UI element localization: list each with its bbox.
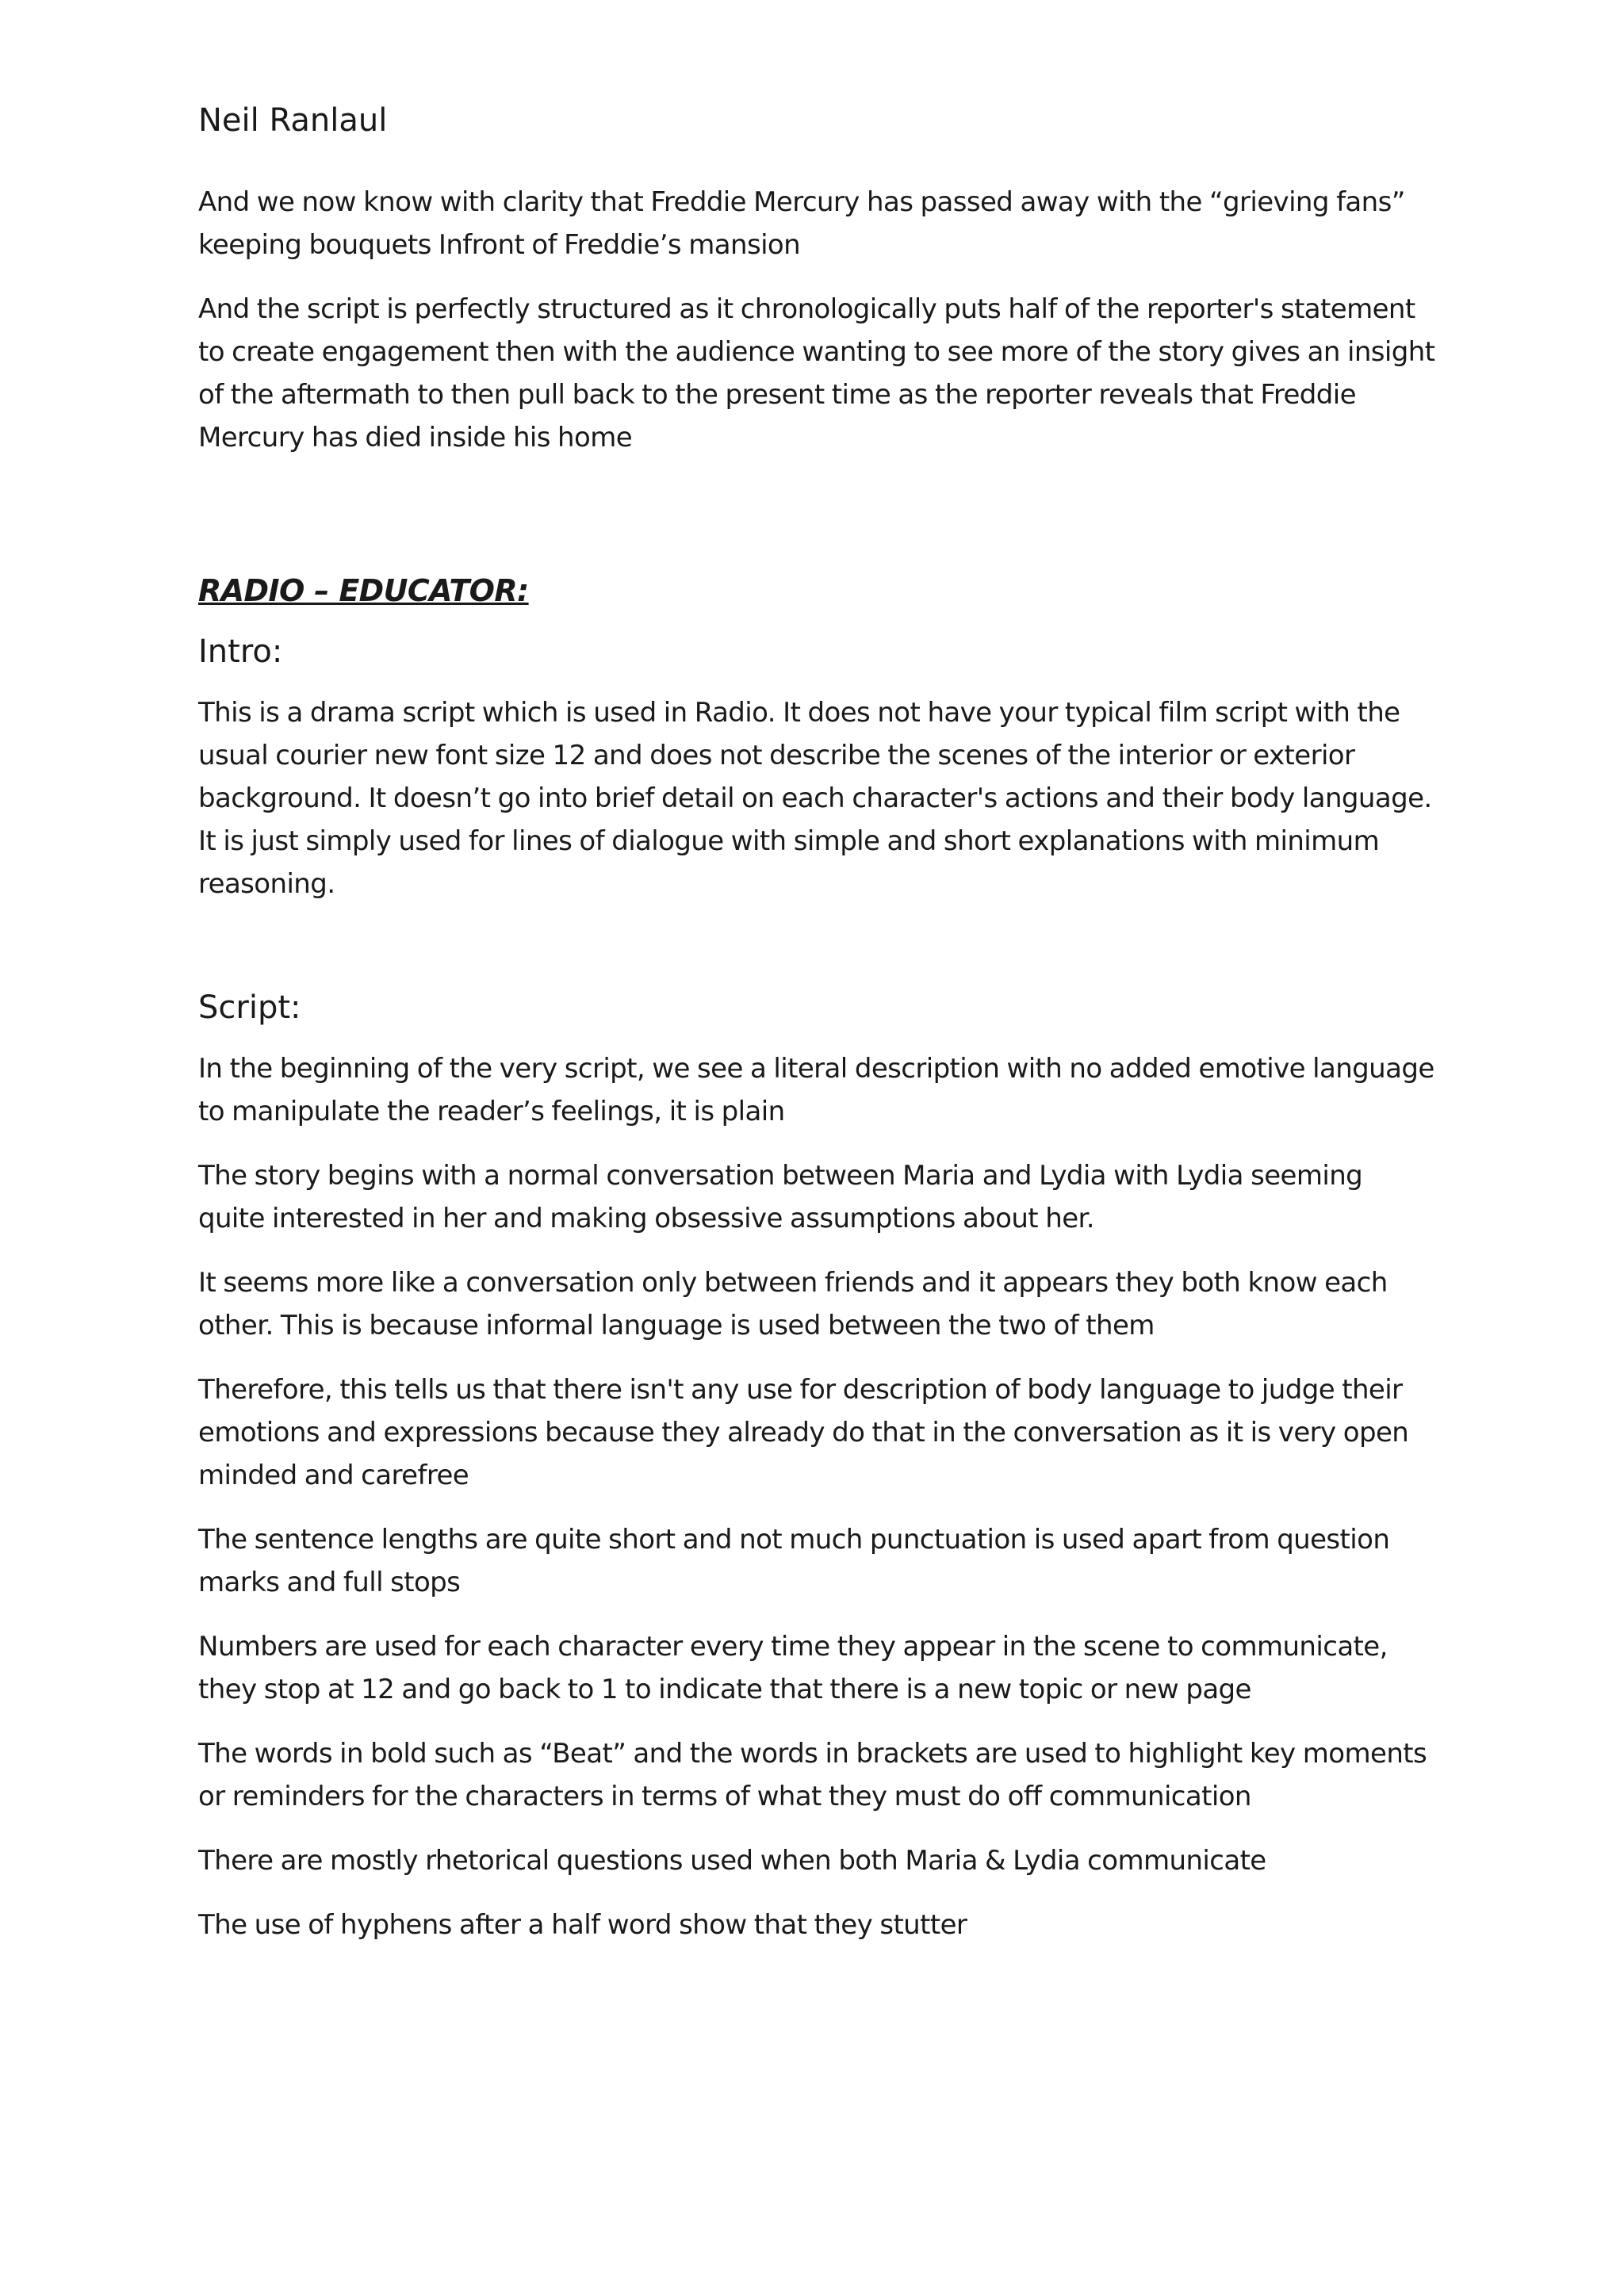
body-paragraph: And the script is perfectly structured as it chronologically puts half of the reporter's statement to create engagement then with the audience wanting to see more of the story gives an insight of the aftermath to then pull back to the present time as the reporter reveals that Freddie Mercury has died inside his home: [198, 293, 1435, 453]
body-paragraph: And we now know with clarity that Freddie Mercury has passed away with the “grieving fans” keeping bouquets Infront of Freddie’s mansion: [198, 186, 1405, 261]
script-paragraph: The sentence lengths are quite short and not much punctuation is used apart from question marks and full stops: [198, 1524, 1390, 1598]
script-paragraph: The story begins with a normal conversation between Maria and Lydia with Lydia seeming quite interested in her and making obsessive assumptions about her.: [198, 1160, 1363, 1234]
script-paragraph: The words in bold such as “Beat” and the words in brackets are used to highlight key moments or reminders for the characters in terms of what they must do off communication: [198, 1738, 1427, 1812]
script-paragraph: The use of hyphens after a half word show that they stutter: [198, 1909, 967, 1941]
document-page: [198, 98, 1435, 1968]
script-paragraph: There are mostly rhetorical questions used when both Maria & Lydia communicate: [198, 1845, 1266, 1877]
script-heading: Script:: [198, 989, 301, 1026]
intro-heading: Intro:: [198, 633, 283, 670]
spacer: [198, 480, 1435, 569]
section-heading: RADIO – EDUCATOR:: [198, 573, 529, 608]
script-paragraph: Numbers are used for each character every time they appear in the scene to communicate, they stop at 12 and go back to 1 to indicate that there is a new topic or new page: [198, 1631, 1388, 1705]
intro-paragraph: This is a drama script which is used in Radio. It does not have your typical film script with the usual courier new font size 12 and does not describe the scenes of the interior or exterior background. It doesn’t go into brief detail on each character's actions and their body language. It is just simply used for lines of dialogue with simple and short explanations with minimum reasoning.: [198, 697, 1432, 900]
author-name: Neil Ranlaul: [198, 102, 388, 139]
script-paragraph: In the beginning of the very script, we see a literal description with no added emotive language to manipulate the reader’s feelings, it is plain: [198, 1053, 1434, 1127]
script-paragraph: It seems more like a conversation only between friends and it appears they both know each other. This is because informal language is used between the two of them: [198, 1267, 1388, 1341]
script-paragraph: Therefore, this tells us that there isn't any use for description of body language to judge their emotions and expressions because they already do that in the conversation as it is very open minded and carefree: [198, 1374, 1409, 1491]
spacer: [198, 927, 1435, 985]
